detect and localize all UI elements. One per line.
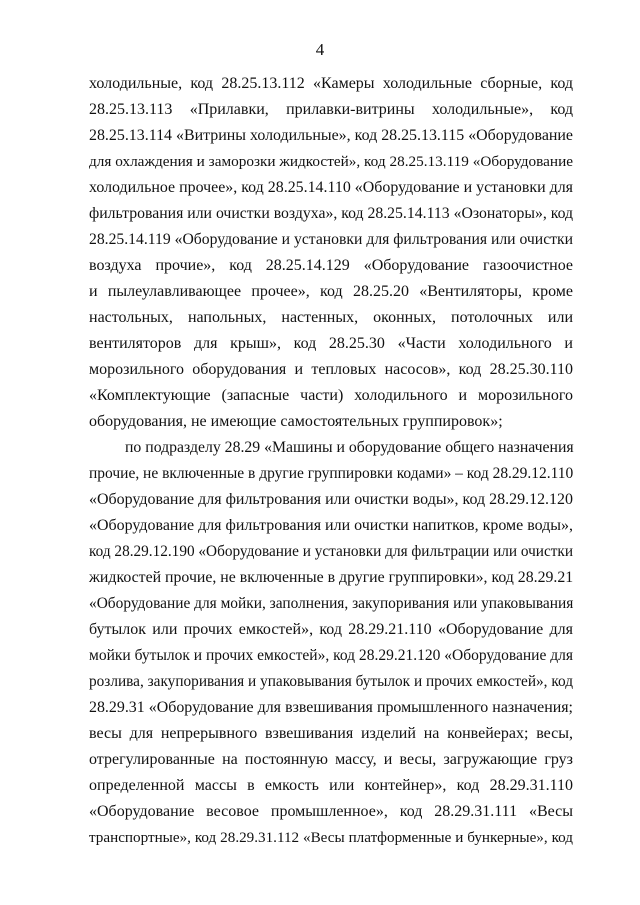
text-line: «Оборудование для мойки, заполнения, закупоривания или упаковывания xyxy=(89,595,574,612)
text-line: «Оборудование весовое промышленное», код 28.29.31.111 «Весы xyxy=(89,803,573,820)
text-line: прочие, не включенные в другие группировки кодами» – код 28.29.12.110 xyxy=(89,465,574,482)
text-line: воздуха прочие», код 28.25.14.129 «Оборудование газоочистное xyxy=(89,257,573,274)
text-line: весы для непрерывного взвешивания изделий на конвейерах; весы, xyxy=(89,725,573,742)
text-line: определенной массы в емкость или контейнер», код 28.29.31.110 xyxy=(89,777,573,794)
text-line: 28.29.31 «Оборудование для взвешивания промышленного назначения; xyxy=(89,699,573,716)
text-line: жидкостей прочие, не включенные в другие группировки», код 28.29.21 xyxy=(89,569,574,586)
text-line: оборудования, не имеющие самостоятельных группировок»; xyxy=(89,413,503,430)
text-line: холодильные, код 28.25.13.112 «Камеры холодильные сборные, код xyxy=(89,75,573,92)
text-line: отрегулированные на постоянную массу, и весы, загружающие груз xyxy=(89,751,573,768)
paragraph-refrigeration-codes xyxy=(89,71,573,435)
text-line: код 28.29.12.190 «Оборудование и установки для фильтрации или очистки xyxy=(89,543,573,560)
page-number: 4 xyxy=(315,40,325,59)
text-line: «Комплектующие (запасные части) холодильного и морозильного xyxy=(89,387,573,404)
text-line: мойки бутылок и прочих емкостей», код 28.29.21.120 «Оборудование для xyxy=(89,647,574,664)
text-line: 28.25.13.114 «Витрины холодильные», код 28.25.13.115 «Оборудование xyxy=(89,127,573,144)
text-line: розлива, закупоривания и упаковывания бутылок и прочих емкостей», код xyxy=(89,673,573,690)
text-line: «Оборудование для фильтрования или очистки напитков, кроме воды», xyxy=(89,517,573,534)
text-line: по подразделу 28.29 «Машины и оборудование общего назначения xyxy=(125,439,574,456)
text-line: и пылеулавливающее прочее», код 28.25.20 «Вентиляторы, кроме xyxy=(89,283,573,300)
text-line: вентиляторов для крыш», код 28.25.30 «Части холодильного и xyxy=(89,335,573,352)
text-line: бутылок или прочих емкостей», код 28.29.21.110 «Оборудование для xyxy=(89,621,573,638)
text-line: 28.25.13.113 «Прилавки, прилавки-витрины холодильные», код xyxy=(89,101,573,118)
text-line: морозильного оборудования и тепловых насосов», код 28.25.30.110 xyxy=(89,361,573,378)
text-line: холодильное прочее», код 28.25.14.110 «Оборудование и установки для xyxy=(89,179,573,196)
text-line: для охлаждения и заморозки жидкостей», код 28.25.13.119 «Оборудование xyxy=(89,153,573,170)
text-line: «Оборудование для фильтрования или очистки воды», код 28.29.12.120 xyxy=(89,491,573,508)
text-line: 28.25.14.119 «Оборудование и установки для фильтрования или очистки xyxy=(89,231,573,248)
text-line: настольных, напольных, настенных, оконных, потолочных или xyxy=(89,309,573,326)
text-line: фильтрования или очистки воздуха», код 28.25.14.113 «Озонаторы», код xyxy=(89,205,574,222)
paragraph-subsection-28-29 xyxy=(89,435,573,851)
text-line: транспортные», код 28.29.31.112 «Весы платформенные и бункерные», код xyxy=(89,829,573,846)
